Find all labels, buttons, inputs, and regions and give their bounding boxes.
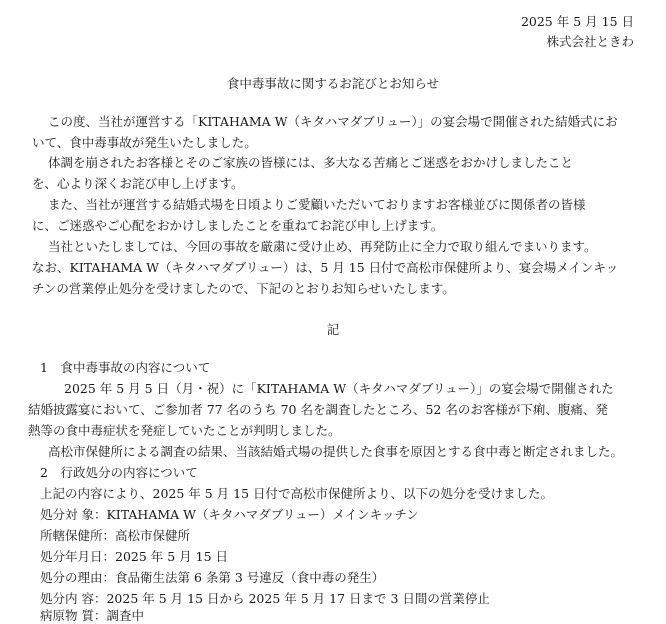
section-1-line: 高松市保健所による調査の結果、当該結婚式場の提供した食事を原因とする食中毒と断定されました。 xyxy=(48,444,624,459)
intro-line: チンの営業停止処分を受けましたので、下記のとおりお知らせいたします。 xyxy=(32,281,455,296)
intro-line: また、当社が運営する結婚式場を日頃よりご愛顧いただいておりますお客様並びに関係者の皆様 xyxy=(48,197,586,212)
section-1-line: 結婚披露宴において、ご参加者 77 名のうち 70 名を調査したところ、52 名のお客様が下痢、腹痛、発 xyxy=(28,402,608,417)
section-1-line: 2025 年 5 月 5 日（月・祝）に「KITAHAMA W（キタハマダブリュー）」の宴会場で開催された xyxy=(64,381,614,396)
intro-line: に、ご迷惑やご心配をおかけしましたことを重ねてお詫び申し上げます。 xyxy=(32,218,444,233)
intro-line: いて、食中毒事故が発生いたしました。 xyxy=(32,135,257,150)
intro-line: 当社といたしましては、今回の事故を厳粛に受け止め、再発防止に全力で取り組んでまいります。 xyxy=(48,239,597,254)
ki-heading: 記 xyxy=(326,322,340,337)
document-title: 食中毒事故に関するお詫びとお知らせ xyxy=(226,76,440,91)
intro-line: この度、当社が運営する「KITAHAMA W（キタハマダブリュー）」の宴会場で開催された結婚式にお xyxy=(48,114,618,129)
pathogen: 病原物 質：調査中 xyxy=(40,608,144,623)
intro-line: を、心より深くお詫び申し上げます。 xyxy=(32,176,244,191)
section-2-heading: 2 行政処分の内容について xyxy=(40,465,198,480)
company-name: 株式会社ときわ xyxy=(546,34,634,49)
disposition-target: 処分対 象：KITAHAMA W（キタハマダブリュー）メインキッチン xyxy=(40,507,419,522)
section-1-line: 熱等の食中毒症状を発症していたことが判明しました。 xyxy=(28,423,341,438)
section-2-line: 上記の内容により、2025 年 5 月 15 日付で高松市保健所より、以下の処分を受けました。 xyxy=(40,486,554,501)
disposition-reason: 処分の理由：食品衛生法第 6 条第 3 号違反（食中毒の発生） xyxy=(40,570,385,585)
intro-line: なお、KITAHAMA W（キタハマダブリュー）は、5 月 15 日付で高松市保健所より、宴会場メインキッ xyxy=(32,260,619,275)
disposition-date: 処分年月日：2025 年 5 月 15 日 xyxy=(40,549,229,564)
intro-line: 体調を崩されたお客様とそのご家族の皆様には、多大なる苦痛とご迷惑をおかけしましたこと xyxy=(48,155,574,170)
disposition-content: 処分内 容：2025 年 5 月 15 日から 2025 年 5 月 17 日まで 3 日間の営業停止 xyxy=(40,591,490,606)
document-date: 2025 年 5 月 15 日 xyxy=(520,14,634,29)
jurisdiction-office: 所轄保健所：高松市保健所 xyxy=(40,528,191,543)
section-1-heading: 1 食中毒事故の内容について xyxy=(40,360,211,375)
